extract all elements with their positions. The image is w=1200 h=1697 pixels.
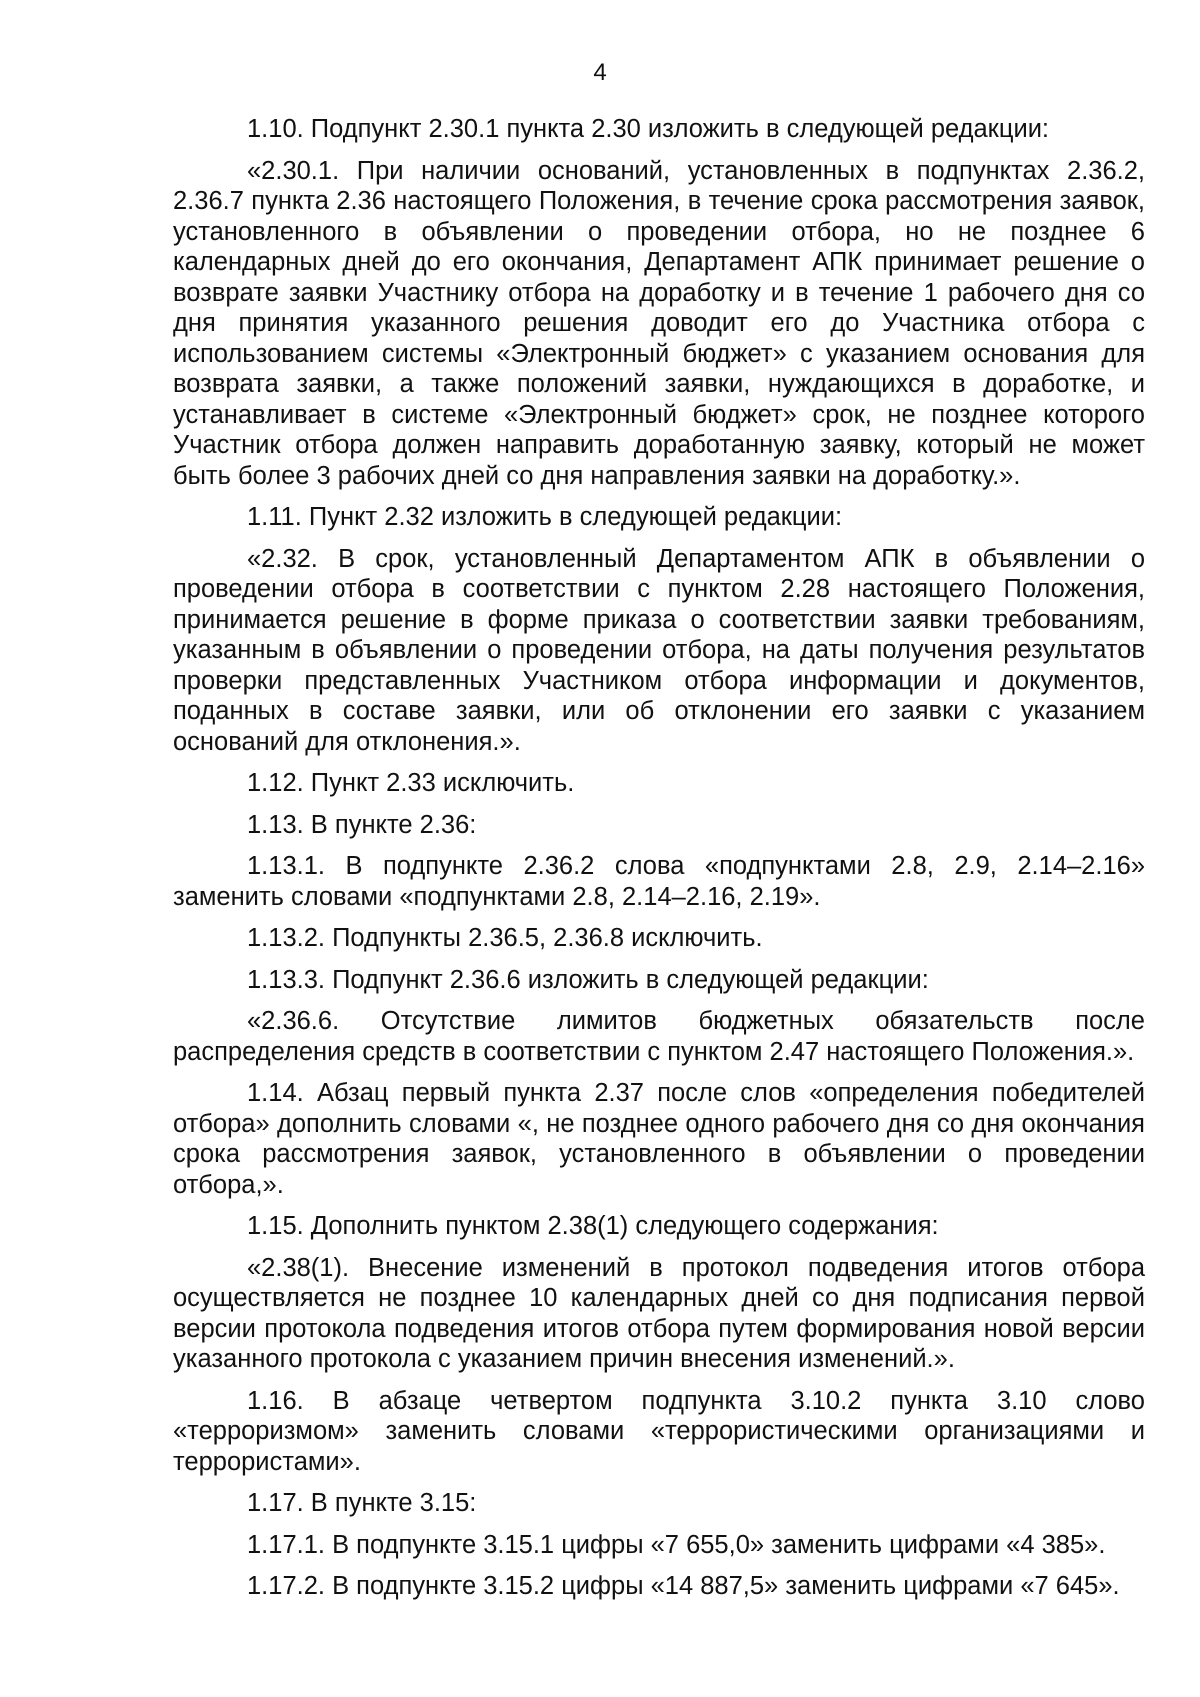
paragraph-1-13-2: 1.13.2. Подпункты 2.36.5, 2.36.8 исключить. [247, 924, 763, 952]
paragraph-1-10: 1.10. Подпункт 2.30.1 пункта 2.30 изложить в следующей редакции: [247, 115, 1050, 143]
paragraph-2-30-1-text: «2.30.1. При наличии оснований, установленных в подпунктах 2.36.2, 2.36.7 пункта 2.36 настоящего Положения, в течение срока рассмотрения заявок, установленного в объявлении о проведении отбора, но не позднее 6 календарных дней до его окончания, Департамент АПК принимает решение о возврате заявки Участнику отбора на доработку и в течение 1 рабочего дня со дня принятия указанного решения доводит его до Участника отбора с использованием системы «Электронный бюджет» с указанием основания для возврата заявки, а также положений заявки, нуждающихся в доработке, и устанавливает в системе «Электронный бюджет» срок, не позднее которого Участник отбора должен направить доработанную заявку, который не может быть более 3 рабочих дней со дня направления заявки на доработку.». [173, 156, 1145, 490]
paragraph-1-15: 1.15. Дополнить пунктом 2.38(1) следующего содержания: [247, 1212, 939, 1240]
paragraph-1-14: 1.14. Абзац первый пункта 2.37 после слов «определения победителей отбора» дополнить словами «, не позднее одного рабочего дня со дня окончания срока рассмотрения заявок, установленного в объявлении о проведении отбора,». [173, 1079, 1145, 1199]
document-body [173, 114, 1145, 1613]
paragraph-1-13-1: 1.13.1. В подпункте 2.36.2 слова «подпунктами 2.8, 2.9, 2.14–2.16» заменить словами «подпунктами 2.8, 2.14–2.16, 2.19». [173, 852, 1145, 911]
paragraph-1-17-2: 1.17.2. В подпункте 3.15.2 цифры «14 887,5» заменить цифрами «7 645». [247, 1572, 1120, 1600]
paragraph-2-38-1-text: «2.38(1). Внесение изменений в протокол подведения итогов отбора осуществляется не позднее 10 календарных дней со дня подписания первой версии протокола подведения итогов отбора путем формирования новой версии указанного протокола с указанием причин внесения изменений.». [173, 1253, 1145, 1373]
page-number: 4 [593, 59, 607, 86]
paragraph-1-11: 1.11. Пункт 2.32 изложить в следующей редакции: [247, 503, 843, 531]
paragraph-2-36-6-text: «2.36.6. Отсутствие лимитов бюджетных обязательств после распределения средств в соответствии с пунктом 2.47 настоящего Положения.». [173, 1007, 1145, 1066]
paragraph-1-16: 1.16. В абзаце четвертом подпункта 3.10.2 пункта 3.10 слово «терроризмом» заменить словами «террористическими организациями и террористами». [173, 1386, 1145, 1476]
paragraph-2-32-text: «2.32. В срок, установленный Департаментом АПК в объявлении о проведении отбора в соответствии с пунктом 2.28 настоящего Положения, принимается решение в форме приказа о соответствии заявки требованиям, указанным в объявлении о проведении отбора, на даты получения результатов проверки представленных Участником отбора информации и документов, поданных в составе заявки, или об отклонении его заявки с указанием оснований для отклонения.». [173, 544, 1145, 756]
paragraph-1-13-3: 1.13.3. Подпункт 2.36.6 изложить в следующей редакции: [247, 965, 929, 994]
paragraph-1-17-1: 1.17.1. В подпункте 3.15.1 цифры «7 655,0» заменить цифрами «4 385». [247, 1530, 1106, 1559]
paragraph-1-13: 1.13. В пункте 2.36: [247, 810, 477, 839]
paragraph-1-12: 1.12. Пункт 2.33 исключить. [247, 769, 575, 797]
paragraph-1-17: 1.17. В пункте 3.15: [247, 1489, 477, 1517]
